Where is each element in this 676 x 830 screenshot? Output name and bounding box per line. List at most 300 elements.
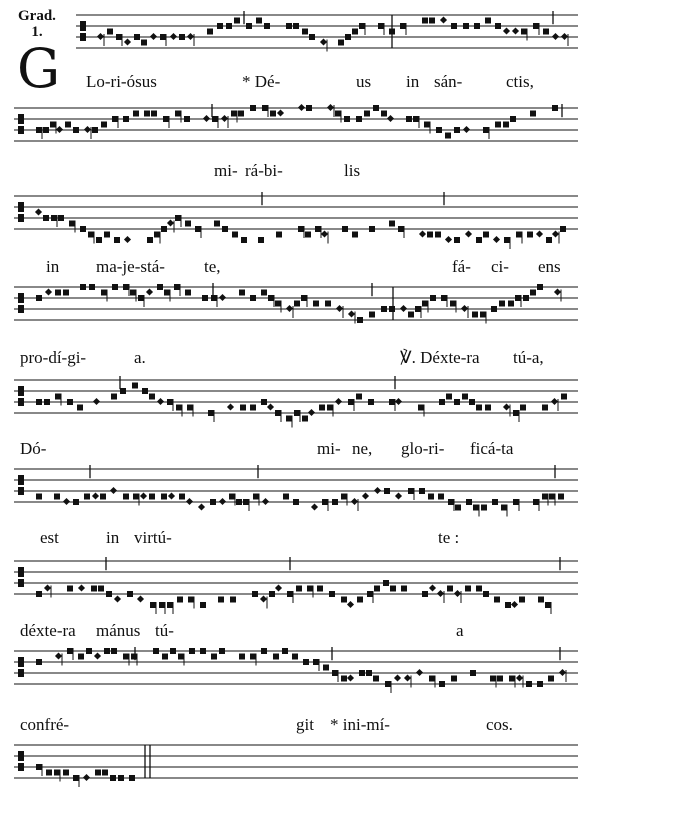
neume-note <box>239 654 245 660</box>
neume-rhombus <box>463 126 470 133</box>
neume-note <box>341 676 347 682</box>
neume-note <box>170 648 176 654</box>
neume-note <box>116 34 122 40</box>
neume-note <box>503 122 509 128</box>
neume-note <box>533 499 539 505</box>
neume-note <box>413 116 419 122</box>
neume-note <box>262 105 268 111</box>
neume-note <box>495 122 501 128</box>
neume-note <box>51 215 57 221</box>
neume-note <box>384 488 390 494</box>
neume-note <box>400 23 406 29</box>
clef-mark <box>18 657 24 667</box>
neume-note <box>435 232 441 238</box>
neume-note <box>389 29 395 35</box>
neume-note <box>164 290 170 296</box>
clef-mark <box>18 669 24 677</box>
neume-note <box>123 494 129 500</box>
neume-note <box>250 654 256 660</box>
neume-note <box>408 488 414 494</box>
neume-note <box>342 226 348 232</box>
neume-rhombus <box>347 674 354 681</box>
neume-note <box>234 18 240 24</box>
neume-note <box>268 295 274 301</box>
lyric-syllable: Dó- <box>20 439 47 458</box>
neume-note <box>212 116 218 122</box>
neume-note <box>275 410 281 416</box>
neume-note <box>454 127 460 133</box>
neume-note <box>546 237 552 243</box>
clef-mark <box>18 126 24 134</box>
neume-note <box>549 494 555 500</box>
clef-mark <box>80 33 86 41</box>
neume-rhombus <box>327 104 334 111</box>
neume-note <box>211 295 217 301</box>
lyric-syllable: est <box>40 528 59 547</box>
neume-rhombus <box>561 33 568 40</box>
neume-note <box>463 23 469 29</box>
neume-note <box>144 111 150 117</box>
neume-note <box>250 105 256 111</box>
neume-note <box>545 602 551 608</box>
neume-note <box>210 499 216 505</box>
neume-note <box>177 597 183 603</box>
neume-note <box>415 306 421 312</box>
neume-note <box>383 580 389 586</box>
neume-note <box>73 127 79 133</box>
neume-note <box>519 597 525 603</box>
neume-rhombus <box>277 109 284 116</box>
neume-note <box>112 284 118 290</box>
neume-note <box>214 221 220 227</box>
neume-note <box>101 290 107 296</box>
lyric-syllable: rá-bi- <box>245 161 283 180</box>
neume-note <box>398 226 404 232</box>
neume-note <box>508 301 514 307</box>
neume-note <box>65 122 71 128</box>
neume-note <box>238 111 244 117</box>
clef-mark <box>18 114 24 124</box>
neume-note <box>469 399 475 405</box>
neume-note <box>286 23 292 29</box>
neume-note <box>294 301 300 307</box>
lyric-syllable: te, <box>204 257 221 276</box>
lyric-syllable: in <box>406 72 420 91</box>
neume-note <box>120 388 126 394</box>
neume-rhombus <box>93 398 100 405</box>
neume-note <box>114 237 120 243</box>
lyric-syllable: confré- <box>20 715 70 734</box>
neume-note <box>359 670 365 676</box>
neume-note <box>427 232 433 238</box>
neume-note <box>401 586 407 592</box>
neume-rhombus <box>260 595 267 602</box>
clef-mark <box>18 386 24 396</box>
neume-rhombus <box>311 503 318 510</box>
neume-note <box>430 295 436 301</box>
clef-mark <box>18 202 24 212</box>
neume-note <box>123 116 129 122</box>
neume-note <box>174 284 180 290</box>
neume-note <box>501 505 507 511</box>
neume-rhombus <box>63 498 70 505</box>
neume-rhombus <box>335 398 342 405</box>
clef-mark <box>18 487 24 495</box>
neume-note <box>250 405 256 411</box>
neume-rhombus <box>187 33 194 40</box>
neume-note <box>356 394 362 400</box>
neume-note <box>509 676 515 682</box>
neume-rhombus <box>110 487 117 494</box>
neume-note <box>510 116 516 122</box>
neume-note <box>123 284 129 290</box>
neume-note <box>54 494 60 500</box>
neume-note <box>273 654 279 660</box>
neume-note <box>364 111 370 117</box>
neume-note <box>419 488 425 494</box>
lyric-syllable: pro-dí-gi- <box>20 348 87 367</box>
neume-rhombus <box>84 126 91 133</box>
neume-note <box>332 670 338 676</box>
neume-note <box>258 237 264 243</box>
neume-note <box>132 383 138 389</box>
neume-note <box>485 18 491 24</box>
neume-note <box>127 591 133 597</box>
neume-note <box>207 29 213 35</box>
neume-note <box>256 18 262 24</box>
neume-note <box>521 29 527 35</box>
neume-note <box>374 586 380 592</box>
neume-rhombus <box>387 115 394 122</box>
neume-rhombus <box>308 409 315 416</box>
neume-note <box>302 29 308 35</box>
neume-note <box>319 405 325 411</box>
neume-note <box>381 111 387 117</box>
neume-note <box>429 676 435 682</box>
neume-note <box>481 505 487 511</box>
neume-note <box>239 290 245 296</box>
neume-note <box>63 290 69 296</box>
neume-rhombus <box>395 492 402 499</box>
neume-note <box>483 591 489 597</box>
neume-note <box>69 221 75 227</box>
neume-note <box>491 306 497 312</box>
neume-note <box>485 405 491 411</box>
neume-note <box>303 659 309 665</box>
neume-rhombus <box>400 305 407 312</box>
neume-note <box>454 399 460 405</box>
neume-note <box>306 105 312 111</box>
neume-note <box>77 405 83 411</box>
neume-rhombus <box>336 305 343 312</box>
neume-note <box>480 312 486 318</box>
neume-note <box>369 312 375 318</box>
neume-note <box>217 23 223 29</box>
neume-note <box>527 232 533 238</box>
neume-note <box>322 499 328 505</box>
neume-note <box>530 290 536 296</box>
neume-note <box>179 34 185 40</box>
neume-note <box>292 654 298 660</box>
neume-note <box>67 648 73 654</box>
neume-note <box>226 23 232 29</box>
neume-note <box>543 29 549 35</box>
neume-note <box>261 290 267 296</box>
neume-rhombus <box>503 27 510 34</box>
lyric-syllable: in <box>46 257 60 276</box>
neume-note <box>46 770 52 776</box>
neume-note <box>236 499 242 505</box>
neume-note <box>176 405 182 411</box>
neume-note <box>200 648 206 654</box>
neume-note <box>243 499 249 505</box>
neume-rhombus <box>320 38 327 45</box>
neume-note <box>561 394 567 400</box>
neume-note <box>95 770 101 776</box>
neume-note <box>505 602 511 608</box>
neume-note <box>448 499 454 505</box>
lyric-syllable: ma-je-stá- <box>96 257 165 276</box>
neume-note <box>163 116 169 122</box>
neume-note <box>483 127 489 133</box>
clef-mark <box>18 579 24 587</box>
neume-rhombus <box>512 27 519 34</box>
neume-note <box>439 681 445 687</box>
neume-note <box>150 602 156 608</box>
neume-note <box>446 394 452 400</box>
neume-note <box>428 494 434 500</box>
neume-note <box>202 295 208 301</box>
neume-note <box>107 29 113 35</box>
neume-note <box>219 648 225 654</box>
neume-note <box>352 29 358 35</box>
neume-note <box>523 295 529 301</box>
neume-note <box>36 295 42 301</box>
neume-note <box>36 659 42 665</box>
lyric-syllable: mi- <box>317 439 341 458</box>
neume-note <box>130 290 136 296</box>
neume-note <box>357 597 363 603</box>
neume-note <box>542 405 548 411</box>
neume-rhombus <box>374 487 381 494</box>
neume-rhombus <box>170 33 177 40</box>
clef-mark <box>18 305 24 313</box>
lyric-syllable: ens <box>538 257 561 276</box>
neume-note <box>422 301 428 307</box>
neume-note <box>548 676 554 682</box>
neume-note <box>422 18 428 24</box>
neume-note <box>332 499 338 505</box>
neume-rhombus <box>321 230 328 237</box>
neume-note <box>147 237 153 243</box>
neume-rhombus <box>35 208 42 215</box>
neume-note <box>390 586 396 592</box>
neume-rhombus <box>45 288 52 295</box>
neume-note <box>141 40 147 46</box>
neume-rhombus <box>394 674 401 681</box>
lyric-syllable: mánus <box>96 621 141 640</box>
neume-note <box>293 499 299 505</box>
neume-note <box>86 648 92 654</box>
neume-note <box>309 34 315 40</box>
neume-note <box>359 23 365 29</box>
lyric-syllable: te : <box>438 528 460 547</box>
neume-rhombus <box>219 498 226 505</box>
neume-note <box>184 116 190 122</box>
neume-note <box>494 597 500 603</box>
neume-note <box>36 591 42 597</box>
neume-rhombus <box>203 115 210 122</box>
clef-mark <box>18 763 24 771</box>
neume-note <box>133 494 139 500</box>
neume-rhombus <box>395 398 402 405</box>
neume-note <box>161 226 167 232</box>
neume-note <box>80 284 86 290</box>
lyric-syllable: ctis, <box>506 72 534 91</box>
neume-note <box>138 295 144 301</box>
lyric-syllable: ℣. Déxte-ra <box>400 348 480 367</box>
neume-rhombus <box>262 498 269 505</box>
chant-genre: Grad. <box>18 8 56 24</box>
lyric-syllable: glo-ri- <box>401 439 445 458</box>
neume-note <box>476 237 482 243</box>
neume-note <box>270 111 276 117</box>
neume-rhombus <box>559 669 566 676</box>
neume-note <box>373 676 379 682</box>
neume-note <box>211 654 217 660</box>
neume-rhombus <box>551 398 558 405</box>
neume-note <box>366 670 372 676</box>
initial-letter: G <box>17 37 61 100</box>
neume-note <box>542 494 548 500</box>
neume-note <box>294 410 300 416</box>
neume-note <box>208 410 214 416</box>
lyric-syllable: mi- <box>214 161 238 180</box>
neume-note <box>301 295 307 301</box>
neume-note <box>123 654 129 660</box>
neume-note <box>73 775 79 781</box>
lyric-syllable: virtú- <box>134 528 172 547</box>
neume-note <box>161 494 167 500</box>
neume-note <box>472 312 478 318</box>
neume-note <box>287 591 293 597</box>
neume-note <box>368 399 374 405</box>
neume-rhombus <box>536 230 543 237</box>
neume-note <box>175 111 181 117</box>
clef-mark <box>18 214 24 222</box>
neume-rhombus <box>219 294 226 301</box>
clef-mark <box>18 567 24 577</box>
neume-note <box>344 116 350 122</box>
neume-note <box>345 34 351 40</box>
neume-note <box>232 232 238 238</box>
neume-note <box>537 284 543 290</box>
neume-note <box>537 681 543 687</box>
neume-note <box>462 394 468 400</box>
neume-rhombus <box>186 498 193 505</box>
neume-rhombus <box>552 33 559 40</box>
neume-note <box>154 232 160 238</box>
neume-note <box>473 505 479 511</box>
clef-mark <box>18 475 24 485</box>
chant-number: 1. <box>31 24 43 40</box>
neume-note <box>153 648 159 654</box>
neume-note <box>133 111 139 117</box>
neume-note <box>149 394 155 400</box>
neume-rhombus <box>503 403 510 410</box>
neume-note <box>406 116 412 122</box>
neume-rhombus <box>347 601 354 608</box>
neume-note <box>313 659 319 665</box>
neume-rhombus <box>440 16 447 23</box>
neume-note <box>538 597 544 603</box>
neume-note <box>450 301 456 307</box>
neume-note <box>465 586 471 592</box>
neume-note <box>67 399 73 405</box>
neume-note <box>250 295 256 301</box>
neume-note <box>200 602 206 608</box>
neume-note <box>296 586 302 592</box>
neume-note <box>269 591 275 597</box>
clef-mark <box>18 751 24 761</box>
neume-note <box>218 597 224 603</box>
neume-note <box>305 232 311 238</box>
neume-rhombus <box>227 403 234 410</box>
neume-note <box>313 301 319 307</box>
neume-rhombus <box>404 674 411 681</box>
neume-note <box>63 770 69 776</box>
neume-note <box>89 284 95 290</box>
neume-note <box>102 770 108 776</box>
neume-note <box>240 405 246 411</box>
neume-note <box>185 221 191 227</box>
neume-note <box>373 105 379 111</box>
neume-rhombus <box>429 584 436 591</box>
neume-note <box>246 23 252 29</box>
neume-note <box>348 399 354 405</box>
neume-note <box>530 111 536 117</box>
neume-note <box>88 232 94 238</box>
neume-note <box>73 499 79 505</box>
neume-note <box>451 676 457 682</box>
neume-note <box>55 394 61 400</box>
neume-note <box>104 232 110 238</box>
neume-note <box>185 290 191 296</box>
neume-note <box>422 591 428 597</box>
neume-note <box>560 226 566 232</box>
neume-note <box>526 681 532 687</box>
neume-note <box>441 295 447 301</box>
neume-note <box>515 295 521 301</box>
neume-rhombus <box>56 126 63 133</box>
neume-note <box>92 127 98 133</box>
neume-note <box>483 232 489 238</box>
neume-note <box>352 232 358 238</box>
neume-rhombus <box>493 236 500 243</box>
neume-note <box>241 237 247 243</box>
neume-rhombus <box>275 584 282 591</box>
lyric-syllable: ficá-ta <box>470 439 514 458</box>
neume-note <box>157 284 163 290</box>
neume-note <box>335 111 341 117</box>
neume-note <box>112 116 118 122</box>
neume-note <box>142 388 148 394</box>
neume-rhombus <box>465 230 472 237</box>
neume-rhombus <box>516 674 523 681</box>
neume-note <box>520 405 526 411</box>
neume-note <box>55 290 61 296</box>
neume-note <box>327 405 333 411</box>
